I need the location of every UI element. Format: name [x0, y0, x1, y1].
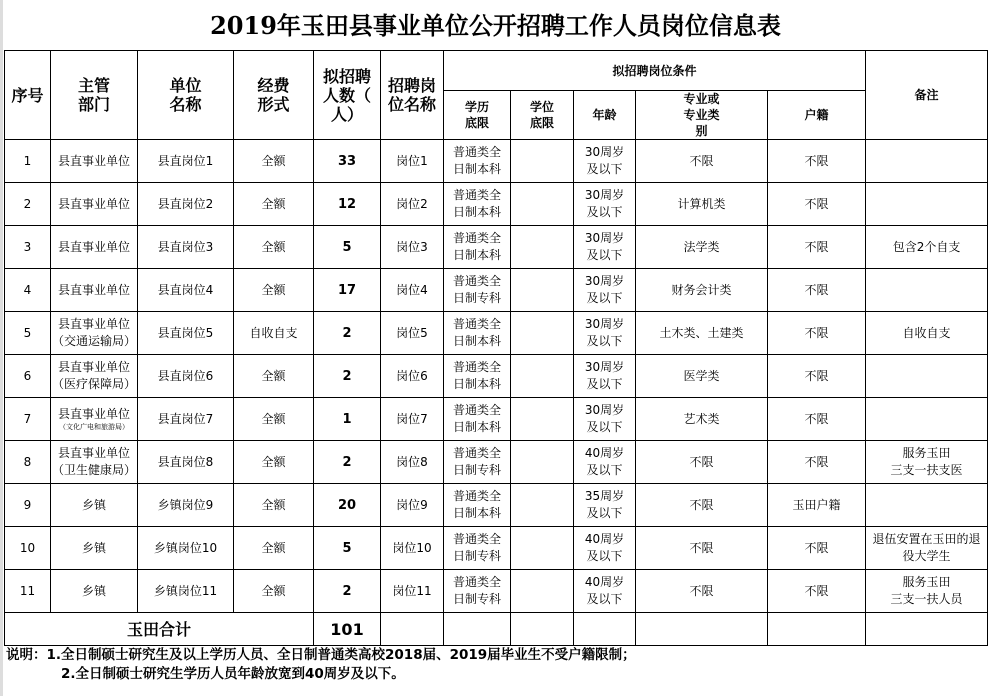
cell-degree [511, 570, 574, 613]
cell-hukou: 不限 [768, 441, 866, 484]
cell-post: 岗位11 [381, 570, 444, 613]
cell-dept [51, 312, 138, 355]
cell-post: 岗位5 [381, 312, 444, 355]
cell-age: 40周岁及以下 [574, 570, 636, 613]
cell-edu: 普通类全日制本科 [444, 484, 511, 527]
cell-count: 5 [314, 226, 381, 269]
dept-name: 乡镇 [81, 540, 106, 555]
cell-funding: 全额 [234, 570, 314, 613]
dept-sub: （文化广电和旅游局） [59, 423, 129, 431]
table-row [5, 226, 988, 269]
cell-edu: 普通类全日制本科 [444, 312, 511, 355]
cell-age: 30周岁及以下 [574, 312, 636, 355]
cell-count: 2 [314, 355, 381, 398]
cell-count: 5 [314, 527, 381, 570]
empty-cell [511, 613, 574, 646]
cell-post: 岗位9 [381, 484, 444, 527]
cell-remark: 服务玉田 三支一扶支医 [866, 441, 988, 484]
table-row [5, 355, 988, 398]
cell-post: 岗位6 [381, 355, 444, 398]
cell-funding: 全额 [234, 226, 314, 269]
cell-post: 岗位7 [381, 398, 444, 441]
cell-hukou: 不限 [768, 183, 866, 226]
table-row [5, 183, 988, 226]
cell-edu: 普通类全日制本科 [444, 183, 511, 226]
cell-hukou: 不限 [768, 312, 866, 355]
cell-funding: 全额 [234, 140, 314, 183]
dept-sub: （卫生健康局） [51, 463, 136, 477]
cell-degree [511, 441, 574, 484]
cell-remark: 服务玉田 三支一扶人员 [866, 570, 988, 613]
cell-major: 不限 [636, 140, 768, 183]
window-edge [0, 0, 3, 696]
cell-major: 财务会计类 [636, 269, 768, 312]
table-row [5, 269, 988, 312]
cell-funding: 全额 [234, 527, 314, 570]
cell-edu: 普通类全日制本科 [444, 140, 511, 183]
cell-seq: 4 [5, 269, 51, 312]
cell-count: 33 [314, 140, 381, 183]
cell-age: 30周岁及以下 [574, 183, 636, 226]
cell-hukou: 不限 [768, 527, 866, 570]
cell-dept [51, 570, 138, 613]
cell-unit: 乡镇岗位9 [138, 484, 234, 527]
footnote-line: 2.全日制硕士研究生学历人员年龄放宽到40周岁及以下。 [61, 666, 405, 682]
header-remark: 备注 [866, 51, 988, 140]
cell-major: 艺术类 [636, 398, 768, 441]
cell-post: 岗位1 [381, 140, 444, 183]
cell-count: 20 [314, 484, 381, 527]
cell-major: 计算机类 [636, 183, 768, 226]
cell-degree [511, 183, 574, 226]
cell-count: 2 [314, 441, 381, 484]
cell-unit: 县直岗位7 [138, 398, 234, 441]
empty-cell [768, 613, 866, 646]
table-row [5, 484, 988, 527]
cell-edu: 普通类全日制专科 [444, 269, 511, 312]
cell-degree [511, 355, 574, 398]
total-count: 101 [314, 613, 381, 646]
cell-remark: 包含2个自支 [866, 226, 988, 269]
header-dept: 主管 部门 [51, 51, 138, 140]
table-row [5, 527, 988, 570]
cell-remark [866, 398, 988, 441]
cell-count: 12 [314, 183, 381, 226]
cell-dept [51, 484, 138, 527]
header-degree: 学位 底限 [511, 91, 574, 140]
cell-age: 30周岁及以下 [574, 140, 636, 183]
cell-funding: 自收自支 [234, 312, 314, 355]
cell-hukou: 不限 [768, 269, 866, 312]
cell-dept [51, 226, 138, 269]
cell-unit: 乡镇岗位11 [138, 570, 234, 613]
cell-post: 岗位3 [381, 226, 444, 269]
header-age: 年龄 [574, 91, 636, 140]
cell-degree [511, 484, 574, 527]
cell-seq: 10 [5, 527, 51, 570]
dept-name: 县直事业单位 [57, 239, 130, 254]
cell-unit: 乡镇岗位10 [138, 527, 234, 570]
cell-unit: 县直岗位3 [138, 226, 234, 269]
cell-remark [866, 484, 988, 527]
cell-remark: 退伍安置在玉田的退役大学生 [866, 527, 988, 570]
table-row [5, 441, 988, 484]
cell-degree [511, 140, 574, 183]
cell-age: 30周岁及以下 [574, 355, 636, 398]
cell-unit: 县直岗位8 [138, 441, 234, 484]
cell-post: 岗位4 [381, 269, 444, 312]
table-row [5, 398, 988, 441]
cell-remark: 自收自支 [866, 312, 988, 355]
cell-hukou: 不限 [768, 226, 866, 269]
dept-name: 乡镇 [81, 583, 106, 598]
cell-count: 2 [314, 312, 381, 355]
cell-unit: 县直岗位4 [138, 269, 234, 312]
cell-dept [51, 441, 138, 484]
cell-age: 30周岁及以下 [574, 269, 636, 312]
dept-name: 县直事业单位 [57, 153, 130, 168]
cell-count: 1 [314, 398, 381, 441]
cell-count: 2 [314, 570, 381, 613]
cell-hukou: 不限 [768, 355, 866, 398]
cell-age: 40周岁及以下 [574, 441, 636, 484]
cell-remark [866, 269, 988, 312]
cell-age: 30周岁及以下 [574, 226, 636, 269]
empty-cell [866, 613, 988, 646]
cell-age: 35周岁及以下 [574, 484, 636, 527]
cell-major: 不限 [636, 527, 768, 570]
cell-age: 40周岁及以下 [574, 527, 636, 570]
cell-funding: 全额 [234, 355, 314, 398]
cell-major: 医学类 [636, 355, 768, 398]
cell-funding: 全额 [234, 269, 314, 312]
empty-cell [636, 613, 768, 646]
header-seq: 序号 [5, 51, 51, 140]
cell-dept [51, 355, 138, 398]
cell-degree [511, 527, 574, 570]
header-funding: 经费 形式 [234, 51, 314, 140]
header-count: 拟招聘 人数（ 人） [314, 51, 381, 140]
cell-edu: 普通类全日制专科 [444, 441, 511, 484]
cell-degree [511, 398, 574, 441]
dept-name: 县直事业单位 [57, 317, 130, 331]
cell-seq: 5 [5, 312, 51, 355]
cell-seq: 1 [5, 140, 51, 183]
cell-remark [866, 140, 988, 183]
cell-edu: 普通类全日制专科 [444, 570, 511, 613]
cell-seq: 2 [5, 183, 51, 226]
header-edu: 学历 底限 [444, 91, 511, 140]
cell-remark [866, 355, 988, 398]
cell-seq: 7 [5, 398, 51, 441]
header-post: 招聘岗 位名称 [381, 51, 444, 140]
cell-edu: 普通类全日制本科 [444, 355, 511, 398]
positions-table [4, 50, 988, 646]
cell-major: 不限 [636, 570, 768, 613]
cell-post: 岗位10 [381, 527, 444, 570]
cell-major: 法学类 [636, 226, 768, 269]
cell-degree [511, 269, 574, 312]
header-unit: 单位 名称 [138, 51, 234, 140]
cell-funding: 全额 [234, 484, 314, 527]
cell-funding: 全额 [234, 441, 314, 484]
header-hukou: 户籍 [768, 91, 866, 140]
cell-seq: 6 [5, 355, 51, 398]
footnote [6, 646, 636, 684]
header-conditions: 拟招聘岗位条件 [444, 51, 866, 91]
cell-dept [51, 140, 138, 183]
dept-sub: （医疗保障局） [51, 377, 136, 391]
cell-funding: 全额 [234, 183, 314, 226]
cell-seq: 9 [5, 484, 51, 527]
cell-hukou: 不限 [768, 398, 866, 441]
cell-dept [51, 183, 138, 226]
cell-major: 土木类、土建类 [636, 312, 768, 355]
cell-edu: 普通类全日制本科 [444, 398, 511, 441]
table-row [5, 570, 988, 613]
footnote-line: 说明：1.全日制硕士研究生及以上学历人员、全日制普通类高校2018届、2019届毕业生不受户籍限制； [6, 647, 636, 663]
cell-count: 17 [314, 269, 381, 312]
cell-seq: 3 [5, 226, 51, 269]
dept-name: 县直事业单位 [57, 360, 130, 374]
cell-unit: 县直岗位6 [138, 355, 234, 398]
dept-name: 乡镇 [81, 497, 106, 512]
cell-unit: 县直岗位5 [138, 312, 234, 355]
cell-funding: 全额 [234, 398, 314, 441]
cell-degree [511, 312, 574, 355]
dept-name: 县直事业单位 [57, 407, 130, 421]
dept-name: 县直事业单位 [57, 196, 130, 211]
empty-cell [574, 613, 636, 646]
dept-name: 县直事业单位 [57, 446, 130, 460]
cell-major: 不限 [636, 441, 768, 484]
dept-sub: （交通运输局） [51, 334, 136, 348]
cell-major: 不限 [636, 484, 768, 527]
cell-unit: 县直岗位2 [138, 183, 234, 226]
cell-unit: 县直岗位1 [138, 140, 234, 183]
header-major: 专业或 专业类 别 [636, 91, 768, 140]
table-row [5, 312, 988, 355]
cell-dept [51, 269, 138, 312]
cell-seq: 8 [5, 441, 51, 484]
cell-dept [51, 398, 138, 441]
cell-degree [511, 226, 574, 269]
empty-cell [444, 613, 511, 646]
cell-edu: 普通类全日制本科 [444, 226, 511, 269]
cell-hukou: 玉田户籍 [768, 484, 866, 527]
cell-seq: 11 [5, 570, 51, 613]
empty-cell [381, 613, 444, 646]
table-row [5, 140, 988, 183]
cell-post: 岗位2 [381, 183, 444, 226]
page-title: 2019年玉田县事业单位公开招聘工作人员岗位信息表 [210, 11, 781, 40]
cell-hukou: 不限 [768, 140, 866, 183]
cell-remark [866, 183, 988, 226]
cell-edu: 普通类全日制专科 [444, 527, 511, 570]
dept-name: 县直事业单位 [57, 282, 130, 297]
total-label: 玉田合计 [5, 613, 314, 646]
cell-dept [51, 527, 138, 570]
cell-age: 30周岁及以下 [574, 398, 636, 441]
cell-post: 岗位8 [381, 441, 444, 484]
cell-hukou: 不限 [768, 570, 866, 613]
